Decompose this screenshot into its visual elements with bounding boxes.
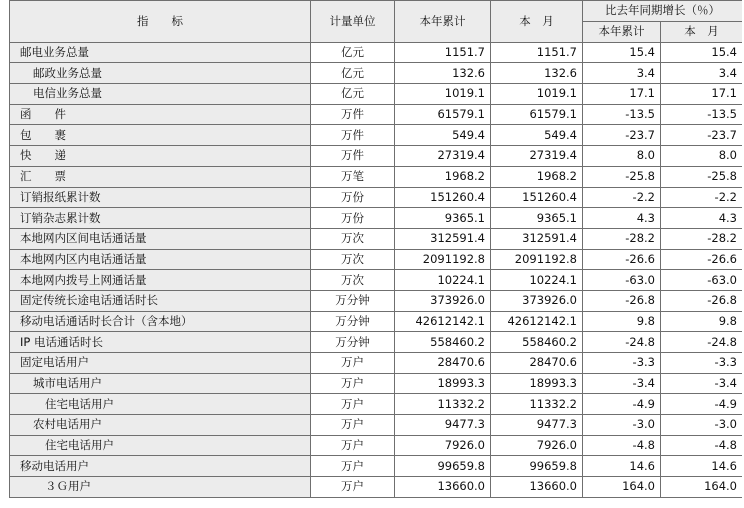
row-growth-month-cell: -25.8 [661, 166, 743, 187]
row-month-cell: 1968.2 [491, 166, 583, 187]
row-growth-ytd-cell: 14.6 [583, 456, 661, 477]
row-growth-ytd-cell: -26.8 [583, 290, 661, 311]
row-growth-month-cell: -24.8 [661, 332, 743, 353]
table-row [10, 208, 743, 229]
table-row [10, 373, 743, 394]
row-ytd-cell: 132.6 [395, 63, 491, 84]
row-growth-month-cell: -3.0 [661, 415, 743, 436]
row-indicator-cell: 订销杂志累计数 [10, 208, 311, 229]
row-ytd-cell: 151260.4 [395, 187, 491, 208]
row-month-cell: 9477.3 [491, 415, 583, 436]
row-month-cell: 18993.3 [491, 373, 583, 394]
row-month-cell: 99659.8 [491, 456, 583, 477]
row-indicator-cell: 城市电话用户 [10, 373, 311, 394]
table-row [10, 290, 743, 311]
row-unit-cell: 万次 [311, 249, 395, 270]
header-growth-ytd: 本年累计 [583, 21, 661, 42]
row-indicator-cell: 移动电话通话时长合计（含本地） [10, 311, 311, 332]
row-ytd-cell: 373926.0 [395, 290, 491, 311]
row-month-cell: 28470.6 [491, 353, 583, 374]
row-month-cell: 1019.1 [491, 84, 583, 105]
row-growth-ytd-cell: -63.0 [583, 270, 661, 291]
row-month-cell: 9365.1 [491, 208, 583, 229]
row-month-cell: 312591.4 [491, 228, 583, 249]
row-growth-month-cell: -4.8 [661, 435, 743, 456]
row-month-cell: 549.4 [491, 125, 583, 146]
row-unit-cell: 万件 [311, 125, 395, 146]
row-ytd-cell: 18993.3 [395, 373, 491, 394]
table-body [10, 42, 743, 497]
row-ytd-cell: 99659.8 [395, 456, 491, 477]
table-row [10, 166, 743, 187]
row-indicator-cell: 包 裹 [10, 125, 311, 146]
row-growth-month-cell: -3.4 [661, 373, 743, 394]
row-month-cell: 2091192.8 [491, 249, 583, 270]
row-growth-ytd-cell: 15.4 [583, 42, 661, 63]
row-month-cell: 27319.4 [491, 146, 583, 167]
row-month-cell: 61579.1 [491, 104, 583, 125]
row-growth-ytd-cell: 3.4 [583, 63, 661, 84]
header-unit: 计量单位 [311, 1, 395, 43]
row-growth-month-cell: 9.8 [661, 311, 743, 332]
row-ytd-cell: 13660.0 [395, 477, 491, 498]
table-row [10, 187, 743, 208]
row-month-cell: 13660.0 [491, 477, 583, 498]
row-month-cell: 1151.7 [491, 42, 583, 63]
row-growth-ytd-cell: -28.2 [583, 228, 661, 249]
row-unit-cell: 万分钟 [311, 290, 395, 311]
row-unit-cell: 万分钟 [311, 332, 395, 353]
row-unit-cell: 万户 [311, 373, 395, 394]
row-growth-month-cell: 15.4 [661, 42, 743, 63]
row-growth-ytd-cell: -25.8 [583, 166, 661, 187]
row-unit-cell: 万户 [311, 394, 395, 415]
row-ytd-cell: 9477.3 [395, 415, 491, 436]
row-ytd-cell: 7926.0 [395, 435, 491, 456]
row-ytd-cell: 9365.1 [395, 208, 491, 229]
row-unit-cell: 万户 [311, 435, 395, 456]
header-growth-month: 本 月 [661, 21, 743, 42]
row-month-cell: 132.6 [491, 63, 583, 84]
row-unit-cell: 万件 [311, 104, 395, 125]
row-growth-ytd-cell: -3.0 [583, 415, 661, 436]
row-indicator-cell: 住宅电话用户 [10, 394, 311, 415]
row-ytd-cell: 1151.7 [395, 42, 491, 63]
row-unit-cell: 万户 [311, 415, 395, 436]
row-month-cell: 558460.2 [491, 332, 583, 353]
row-ytd-cell: 10224.1 [395, 270, 491, 291]
row-indicator-cell: 固定电话用户 [10, 353, 311, 374]
row-growth-month-cell: -23.7 [661, 125, 743, 146]
row-growth-month-cell: 164.0 [661, 477, 743, 498]
row-unit-cell: 万笔 [311, 166, 395, 187]
row-growth-ytd-cell: -3.4 [583, 373, 661, 394]
header-growth: 比去年同期增长（％） [583, 1, 743, 22]
row-indicator-cell: 汇 票 [10, 166, 311, 187]
table-row [10, 84, 743, 105]
row-growth-ytd-cell: 17.1 [583, 84, 661, 105]
row-growth-ytd-cell: -23.7 [583, 125, 661, 146]
header-indicator: 指 标 [10, 1, 311, 43]
row-unit-cell: 万户 [311, 353, 395, 374]
table-row [10, 477, 743, 498]
row-growth-month-cell: 4.3 [661, 208, 743, 229]
row-growth-month-cell: -26.8 [661, 290, 743, 311]
header-month: 本 月 [491, 1, 583, 43]
table-row [10, 394, 743, 415]
row-month-cell: 10224.1 [491, 270, 583, 291]
row-ytd-cell: 2091192.8 [395, 249, 491, 270]
row-growth-ytd-cell: -4.8 [583, 435, 661, 456]
table-row [10, 104, 743, 125]
row-ytd-cell: 28470.6 [395, 353, 491, 374]
row-month-cell: 11332.2 [491, 394, 583, 415]
table-row [10, 353, 743, 374]
row-indicator-cell: 订销报纸累计数 [10, 187, 311, 208]
row-ytd-cell: 27319.4 [395, 146, 491, 167]
row-indicator-cell: ３Ｇ用户 [10, 477, 311, 498]
table-row [10, 125, 743, 146]
row-ytd-cell: 61579.1 [395, 104, 491, 125]
table-row [10, 228, 743, 249]
row-growth-ytd-cell: -24.8 [583, 332, 661, 353]
row-ytd-cell: 42612142.1 [395, 311, 491, 332]
row-growth-month-cell: -3.3 [661, 353, 743, 374]
row-unit-cell: 亿元 [311, 63, 395, 84]
row-unit-cell: 亿元 [311, 84, 395, 105]
row-growth-ytd-cell: -3.3 [583, 353, 661, 374]
row-growth-month-cell: 17.1 [661, 84, 743, 105]
row-unit-cell: 万份 [311, 208, 395, 229]
row-month-cell: 7926.0 [491, 435, 583, 456]
row-growth-ytd-cell: -2.2 [583, 187, 661, 208]
row-growth-month-cell: -2.2 [661, 187, 743, 208]
row-indicator-cell: 快 递 [10, 146, 311, 167]
table-row [10, 270, 743, 291]
postal-telecom-statistics-table [9, 0, 742, 498]
table-row [10, 146, 743, 167]
row-ytd-cell: 11332.2 [395, 394, 491, 415]
row-indicator-cell: IP 电话通话时长 [10, 332, 311, 353]
row-growth-month-cell: -28.2 [661, 228, 743, 249]
row-ytd-cell: 1968.2 [395, 166, 491, 187]
row-ytd-cell: 312591.4 [395, 228, 491, 249]
table-row [10, 63, 743, 84]
statistics-table-container [9, 0, 742, 508]
row-growth-month-cell: 8.0 [661, 146, 743, 167]
table-row [10, 332, 743, 353]
row-month-cell: 373926.0 [491, 290, 583, 311]
row-indicator-cell: 住宅电话用户 [10, 435, 311, 456]
row-month-cell: 151260.4 [491, 187, 583, 208]
row-indicator-cell: 本地网内区间电话通话量 [10, 228, 311, 249]
row-growth-ytd-cell: 8.0 [583, 146, 661, 167]
row-indicator-cell: 邮政业务总量 [10, 63, 311, 84]
row-growth-ytd-cell: -13.5 [583, 104, 661, 125]
table-row [10, 435, 743, 456]
row-indicator-cell: 移动电话用户 [10, 456, 311, 477]
row-growth-month-cell: 14.6 [661, 456, 743, 477]
table-row [10, 415, 743, 436]
row-growth-month-cell: -63.0 [661, 270, 743, 291]
table-row [10, 42, 743, 63]
row-ytd-cell: 558460.2 [395, 332, 491, 353]
row-indicator-cell: 函 件 [10, 104, 311, 125]
row-indicator-cell: 固定传统长途电话通话时长 [10, 290, 311, 311]
row-growth-ytd-cell: -26.6 [583, 249, 661, 270]
row-unit-cell: 万户 [311, 456, 395, 477]
row-indicator-cell: 本地网内区内电话通话量 [10, 249, 311, 270]
row-indicator-cell: 本地网内拨号上网通话量 [10, 270, 311, 291]
row-unit-cell: 亿元 [311, 42, 395, 63]
row-unit-cell: 万件 [311, 146, 395, 167]
row-growth-ytd-cell: 9.8 [583, 311, 661, 332]
row-unit-cell: 万次 [311, 270, 395, 291]
table-row [10, 456, 743, 477]
row-unit-cell: 万份 [311, 187, 395, 208]
row-unit-cell: 万户 [311, 477, 395, 498]
row-growth-ytd-cell: -4.9 [583, 394, 661, 415]
row-indicator-cell: 电信业务总量 [10, 84, 311, 105]
row-growth-ytd-cell: 164.0 [583, 477, 661, 498]
row-month-cell: 42612142.1 [491, 311, 583, 332]
row-ytd-cell: 1019.1 [395, 84, 491, 105]
header-ytd: 本年累计 [395, 1, 491, 43]
row-growth-month-cell: -13.5 [661, 104, 743, 125]
row-ytd-cell: 549.4 [395, 125, 491, 146]
table-row [10, 311, 743, 332]
row-growth-month-cell: -4.9 [661, 394, 743, 415]
table-row [10, 249, 743, 270]
row-unit-cell: 万分钟 [311, 311, 395, 332]
row-growth-month-cell: -26.6 [661, 249, 743, 270]
row-indicator-cell: 农村电话用户 [10, 415, 311, 436]
row-indicator-cell: 邮电业务总量 [10, 42, 311, 63]
row-unit-cell: 万次 [311, 228, 395, 249]
row-growth-ytd-cell: 4.3 [583, 208, 661, 229]
row-growth-month-cell: 3.4 [661, 63, 743, 84]
